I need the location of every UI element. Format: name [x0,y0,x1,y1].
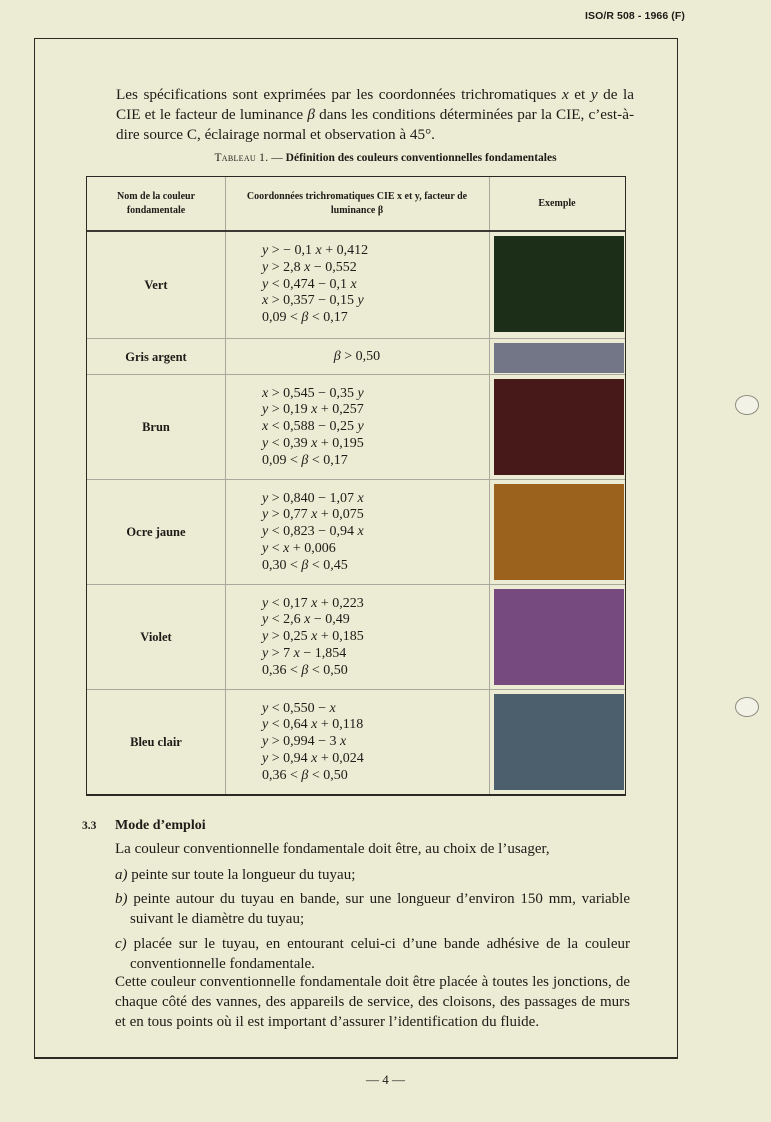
intro-text: Les spécifications sont exprimées par les coordonnées trichromatiques [116,86,562,103]
specification-line: y > 0,19 x + 0,257 [262,402,364,418]
specification-line: y > 0,25 x + 0,185 [262,629,364,645]
specification-line: 0,09 < β < 0,17 [262,452,348,468]
item-text: peinte autour du tuyau en bande, sur une longueur d’environ 150 mm, variable suivant le diamètre du tuyau; [127,891,630,927]
color-swatch [494,343,624,373]
specification-line: y < 0,39 x + 0,195 [262,435,364,451]
color-specifications [262,232,368,338]
var-beta: β [307,106,315,123]
table-row [87,232,625,338]
header-color-name: Nom de la couleur fondamentale [116,190,196,216]
header-example: Exemple [538,197,576,209]
specification-line: y < 0,823 − 0,94 x [262,524,364,540]
specification-line: y < 0,550 − x [262,700,336,716]
specification-line: y > 0,77 x + 0,075 [262,507,364,523]
color-name: Brun [142,420,170,434]
specification-line: x < 0,588 − 0,25 y [262,419,364,435]
list-item-c [115,934,630,974]
specification-line: x > 0,545 − 0,35 y [262,385,364,401]
caption-dash: — [268,152,286,164]
table-title: Définition des couleurs conventionnelles fondamentales [285,152,557,164]
color-definition-table [86,176,626,796]
section-number: 3.3 [82,820,97,832]
closing-paragraph: Cette couleur conventionnelle fondamentale doit être placée à toutes les jonctions, de chaque côté des vannes, des appareils de service, des cloisons, des passages de murs et en tous points où il est important d’assurer l’identification du fluide. [115,974,630,1030]
color-name: Violet [140,630,172,644]
specification-line: y > 2,8 x − 0,552 [262,259,357,275]
table-row [87,584,625,690]
specification-line: 0,30 < β < 0,45 [262,557,348,573]
specification-line: y < 0,17 x + 0,223 [262,595,364,611]
var-y: y [590,86,598,103]
list-item-b [115,889,630,929]
table-row [87,479,625,585]
specification-line: y > 0,94 x + 0,024 [262,750,364,766]
color-name: Gris argent [125,349,187,364]
var-x: x [561,86,569,103]
specification-line: x > 0,357 − 0,15 y [262,293,364,309]
table-row [87,689,625,795]
specification-line: y > 7 x − 1,854 [262,645,347,661]
page-number: — 4 — [366,1072,405,1087]
color-name: Bleu clair [130,735,182,749]
table-caption [0,152,771,164]
specification-line: y > 0,994 − 3 x [262,734,347,750]
item-label: b) [115,891,128,907]
specification-line: 0,09 < β < 0,17 [262,310,348,326]
header-coordinates: Coordonnées trichromatiques CIE x et y, facteur de luminance β [246,190,468,216]
punch-hole-top [735,395,759,415]
table-row [87,338,625,375]
intro-paragraph [116,85,634,145]
intro-text: et [568,86,591,103]
intro-text: de la CIE et le facteur de luminance [116,86,634,123]
color-swatch [494,484,624,580]
color-swatch [494,694,624,790]
color-specifications [262,585,364,690]
specification-line: y < 2,6 x − 0,49 [262,612,350,628]
color-swatch [494,236,624,332]
color-name: Vert [144,277,168,292]
specification-line: y < 0,64 x + 0,118 [262,717,364,733]
item-text: peinte sur toute la longueur du tuyau; [127,867,356,883]
section-lead: La couleur conventionnelle fondamentale doit être, au choix de l’usager, [115,841,550,857]
color-swatch [494,589,624,685]
color-swatch [494,379,624,475]
intro-text: dans les conditions déterminées par la CIE, c’est-à-dire source C, éclairage normal et observation à 45°. [116,106,634,143]
color-specifications [262,375,364,480]
item-label: a) [115,867,128,883]
section-title: Mode d’emploi [115,818,206,833]
item-text: placée sur le tuyau, en entourant celui-ci d’une bande adhésive de la couleur conventionnelle fondamentale. [126,936,630,972]
specification-line: 0,36 < β < 0,50 [262,662,348,678]
specification-line: y > 0,840 − 1,07 x [262,490,364,506]
specification-line: y < x + 0,006 [262,540,336,556]
specification-line: 0,36 < β < 0,50 [262,767,348,783]
color-specifications [262,480,364,585]
table-row [87,374,625,480]
table-label: Tableau 1. [214,152,269,164]
punch-hole-bottom [735,697,759,717]
item-label: c) [115,936,127,952]
specification-line: y < 0,474 − 0,1 x [262,276,357,292]
color-name: Ocre jaune [126,525,186,539]
list-item-a [115,865,630,885]
document-reference: ISO/R 508 - 1966 (F) [584,10,685,22]
specification-line: β > 0,50 [333,348,381,364]
color-specifications [225,339,489,375]
section-heading [82,818,206,834]
color-specifications [262,690,364,795]
specification-line: y > − 0,1 x + 0,412 [262,243,369,258]
